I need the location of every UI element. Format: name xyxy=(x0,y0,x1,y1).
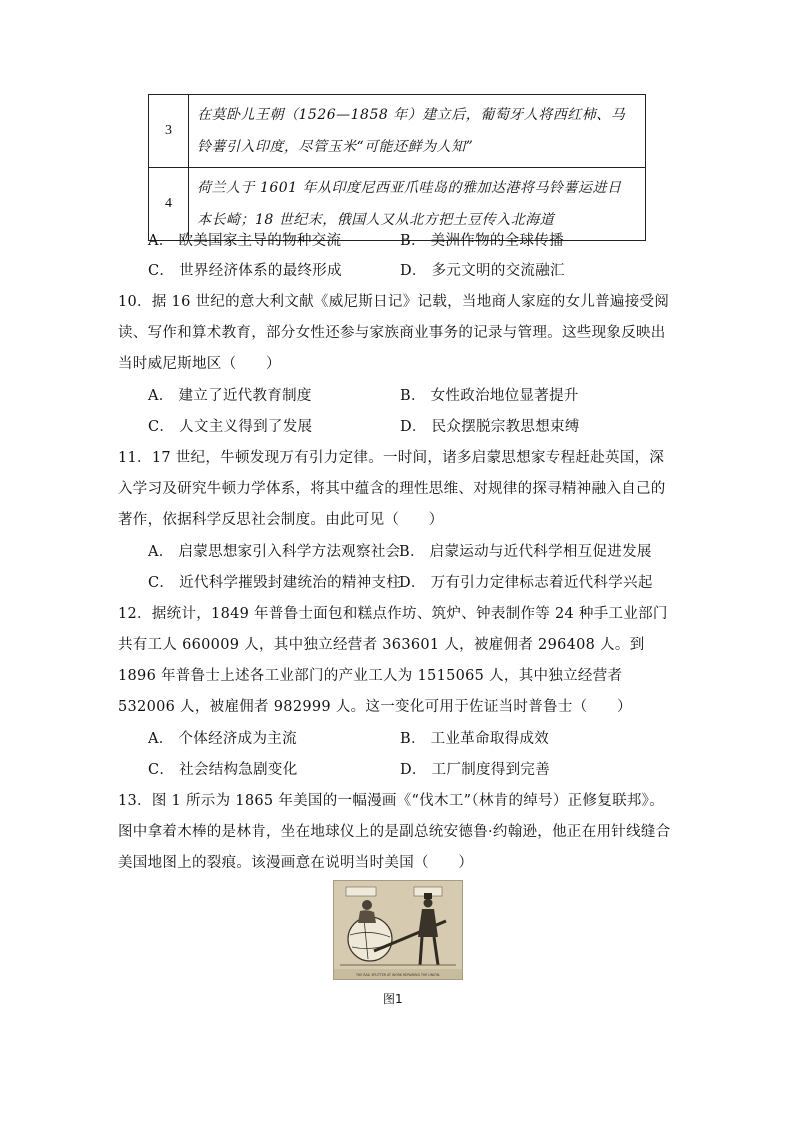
q11-option-a: A． 启蒙思想家引入科学方法观察社会 xyxy=(148,544,401,560)
table-row xyxy=(149,168,646,241)
question-12-stem: 12．据统计，1849 年普鲁士面包和糕点作坊、筑炉、钟表制作等 24 种手工业部门共有工人 660009 人，其中独立经营者 363601 人，被雇佣者 296408 人。到 1896 年普鲁士上述各工业部门的产业工人为 1515065 人，其中独立经营者 532006 人，被雇佣者 982999 人。这一变化可用于佐证当时普鲁士（ ） xyxy=(118,606,668,715)
table-row xyxy=(149,95,646,168)
q12-option-a: A． 个体经济成为主流 xyxy=(148,731,297,747)
q12-option-b: B． 工业革命取得成效 xyxy=(400,731,550,747)
lincoln-cartoon-image xyxy=(333,880,463,980)
q10-option-d: D． 民众摆脱宗教思想束缚 xyxy=(400,419,580,435)
q10-option-b: B． 女性政治地位显著提升 xyxy=(400,388,579,404)
figure-caption: 图1 xyxy=(383,992,403,1006)
question-10-stem: 10．据 16 世纪的意大利文献《威尼斯日记》记载，当地商人家庭的女儿普遍接受阅读、写作和算术教育，部分女性还参与家族商业事务的记录与管理。这些现象反映出当时威尼斯地区（ ） xyxy=(118,294,670,372)
cartoon-caption-text: THE RAIL SPLITTER AT WORK REPAIRING THE UNION. xyxy=(355,973,441,977)
q9-option-a: A． 欧美国家主导的物种交流 xyxy=(148,233,342,249)
q11-option-b: B． 启蒙运动与近代科学相互促进发展 xyxy=(399,544,652,560)
q9-option-d: D． 多元文明的交流融汇 xyxy=(400,263,565,279)
q9-option-c: C． 世界经济体系的最终形成 xyxy=(148,263,342,279)
q10-option-c: C． 人文主义得到了发展 xyxy=(148,419,313,435)
q9-option-b: B． 美洲作物的全球传播 xyxy=(400,233,564,249)
question-13-stem: 13．图 1 所示为 1865 年美国的一幅漫画《“伐木工”（林肯的绰号）正修复联邦》。图中拿着木棒的是林肯，坐在地球仪上的是副总统安德鲁·约翰逊，他正在用针线缝合美国地图上的裂痕。该漫画意在说明当时美国（ ） xyxy=(118,793,671,871)
crop-spread-table xyxy=(148,94,646,241)
q12-option-d: D． 工厂制度得到完善 xyxy=(400,762,551,778)
row-number: 4 xyxy=(149,168,189,241)
q11-option-c: C． 近代科学摧毁封建统治的精神支柱 xyxy=(148,575,402,591)
q12-option-c: C． 社会结构急剧变化 xyxy=(148,762,298,778)
row-number: 3 xyxy=(149,95,189,168)
q11-option-d: D． 万有引力定律标志着近代科学兴起 xyxy=(399,575,653,591)
row-text: 荷兰人于 1601 年从印度尼西亚爪哇岛的雅加达港将马铃薯运进日本长崎；18 世纪末，俄国人又从北方把土豆传入北海道 xyxy=(189,168,646,241)
cartoon-illustration xyxy=(334,881,462,979)
q10-option-a: A． 建立了近代教育制度 xyxy=(148,388,312,404)
row-text: 在莫卧儿王朝（1526—1858 年）建立后，葡萄牙人将西红柿、马铃薯引入印度，尽管玉米“可能还鲜为人知” xyxy=(189,95,646,168)
question-11-stem: 11．17 世纪，牛顿发现万有引力定律。一时间，诸多启蒙思想家专程赶赴英国，深入学习及研究牛顿力学体系，将其中蕴含的理性思维、对规律的探寻精神融入自己的著作，依据科学反思社会制度。由此可见（ ） xyxy=(118,450,666,528)
